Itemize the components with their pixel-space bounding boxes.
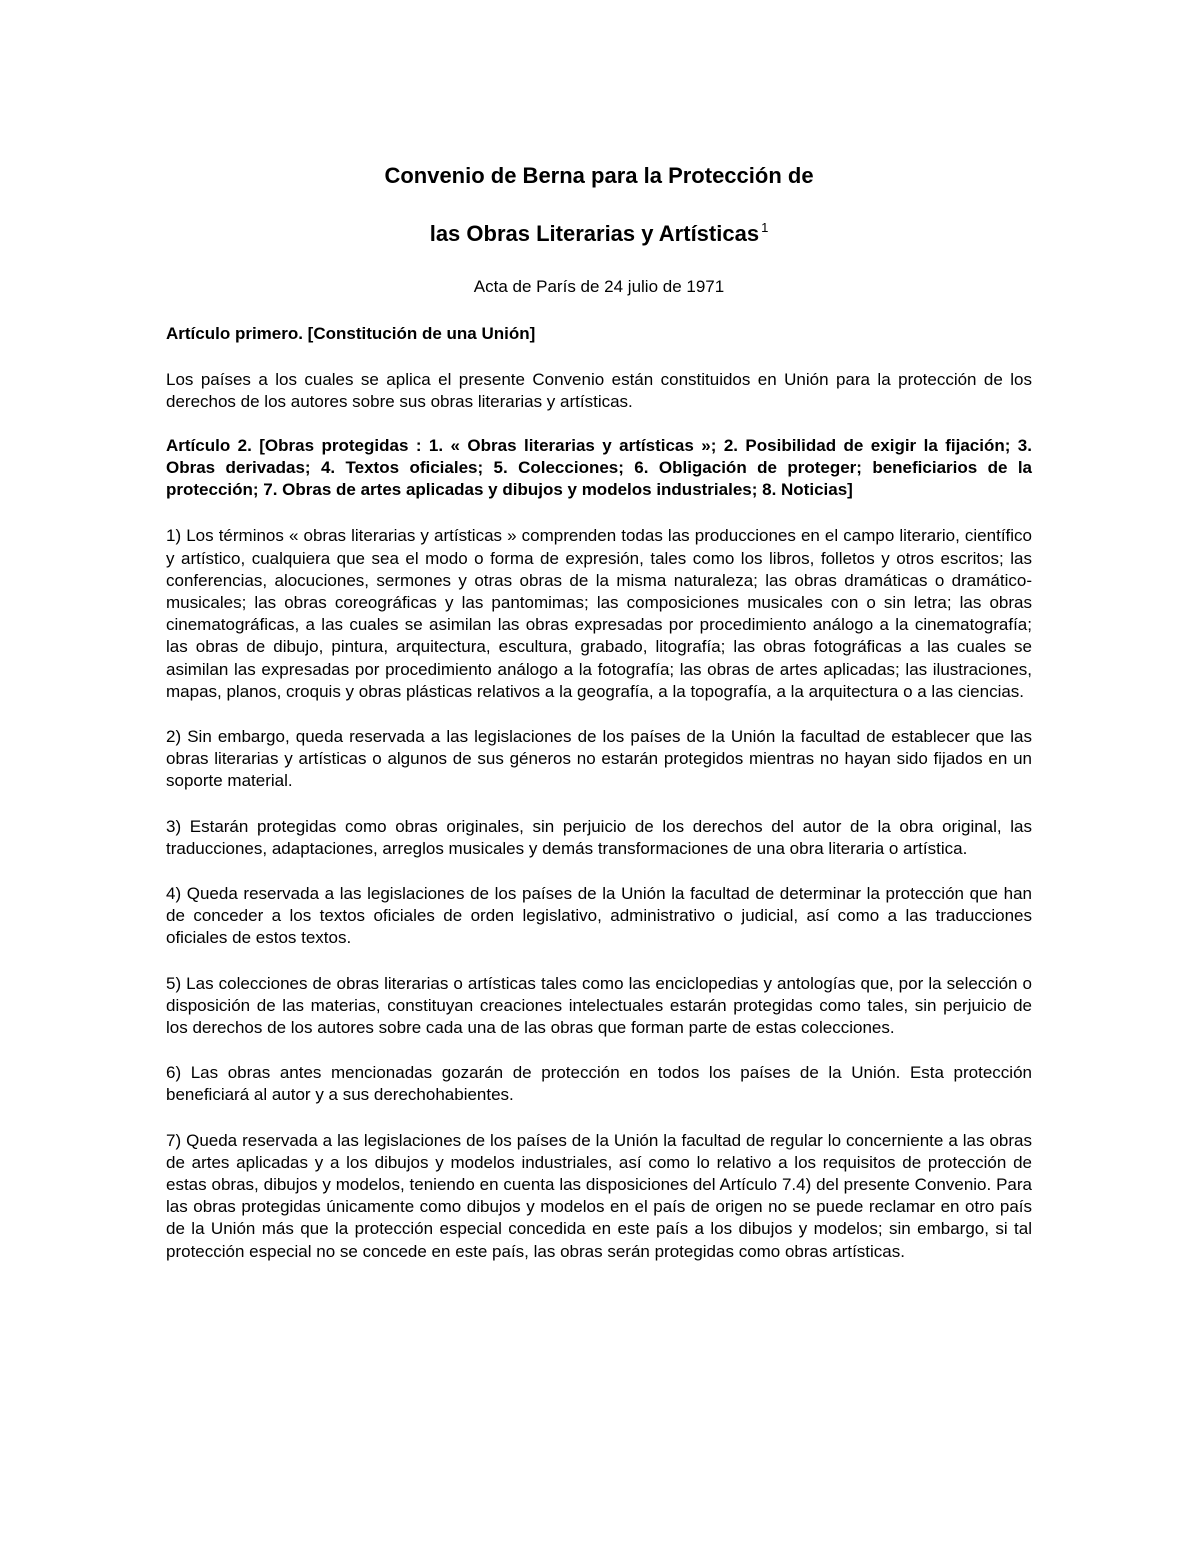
document-title-line1: Convenio de Berna para la Protección de [384,163,814,188]
article1-heading: Artículo primero. [Constitución de una Unión] [166,324,536,343]
document-title-line2 [166,220,1032,248]
article2-paragraph-5: 5) Las colecciones de obras literarias o artísticas tales como las enciclopedias y antologías que, por la selección o disposición de las materias, constituyan creaciones intelectuales estarán protegidas como tales, sin perjuicio de los derechos de los autores sobre cada una de las obras que forman parte de estas colecciones. [166,973,1032,1038]
article2-paragraph-6: 6) Las obras antes mencionadas gozarán de protección en todos los países de la Unión. Esta protección beneficiará al autor y a sus derechohabientes. [166,1063,1032,1105]
article2-paragraph-1: 1) Los términos « obras literarias y artísticas » comprenden todas las producciones en el campo literario, científico y artístico, cualquiera que sea el modo o forma de expresión, tales como los libros, folletos y otros escritos; las conferencias, alocuciones, sermones y otras obras de la misma naturaleza; las obras dramáticas o dramático-musicales; las obras coreográficas y las pantomimas; las composiciones musicales con o sin letra; las obras cinematográficas, a las cuales se asimilan las obras expresadas por procedimiento análogo a la cinematografía; las obras de dibujo, pintura, arquitectura, escultura, grabado, litografía; las obras fotográficas a las cuales se asimilan las expresadas por procedimiento análogo a la fotografía; las obras de artes aplicadas; las ilustraciones, mapas, planos, croquis y obras plásticas relativos a la geografía, a la topografía, a la arquitectura o a las ciencias. [166,526,1032,701]
article2-heading: Artículo 2. [Obras protegidas : 1. « Obras literarias y artísticas »; 2. Posibilidad de exigir la fijación; 3. Obras derivadas; 4. Textos oficiales; 5. Colecciones; 6. Obligación de proteger; beneficiarios de la protección; 7. Obras de artes aplicadas y dibujos y modelos industriales; 8. Noticias] [166,436,1032,500]
article1-text: Los países a los cuales se aplica el presente Convenio están constituidos en Unión para la protección de los derechos de los autores sobre sus obras literarias y artísticas. [166,370,1032,412]
document-subtitle: Acta de París de 24 julio de 1971 [473,277,725,296]
article2-paragraph-3: 3) Estarán protegidas como obras originales, sin perjuicio de los derechos del autor de la obra original, las traducciones, adaptaciones, arreglos musicales y demás transformaciones de una obra literaria o artística. [166,816,1032,858]
footnote-mark[interactable]: 1 [761,220,769,235]
article2-paragraph-2: 2) Sin embargo, queda reservada a las legislaciones de los países de la Unión la facultad de establecer que las obras literarias y artísticas o algunos de sus géneros no estarán protegidos mientras no hayan sido fijados en un soporte material. [166,727,1032,791]
article2-paragraph-7: 7) Queda reservada a las legislaciones de los países de la Unión la facultad de regular lo concerniente a las obras de artes aplicadas y a los dibujos y modelos industriales, así como lo relativo a los requisitos de protección de estas obras, dibujos y modelos, teniendo en cuenta las disposiciones del Artículo 7.4) del presente Convenio. Para las obras protegidas únicamente como dibujos y modelos en el país de origen no se puede reclamar en otro país de la Unión más que la protección especial concedida en este país a los dibujos y modelos; sin embargo, si tal protección especial no se concede en este país, las obras serán protegidas como obras artísticas. [166,1130,1032,1261]
document-title-line2-text: las Obras Literarias y Artísticas [429,221,760,246]
article2-paragraph-4: 4) Queda reservada a las legislaciones de los países de la Unión la facultad de determinar la protección que han de conceder a los textos oficiales de orden legislativo, administrativo o judicial, así como a las traducciones oficiales de estos textos. [166,884,1032,948]
document-page [166,160,1032,1263]
